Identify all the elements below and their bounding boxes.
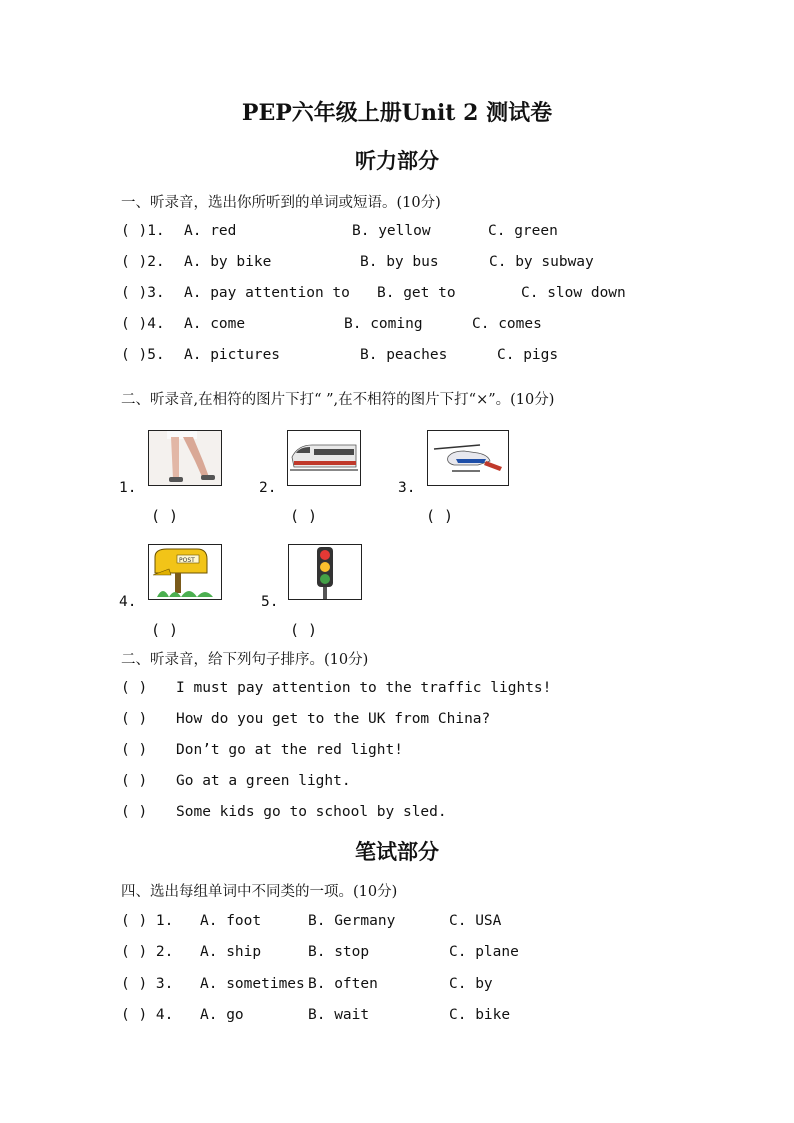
answer-paren[interactable]: ( ) bbox=[290, 621, 318, 639]
sentence-text: Don’t go at the red light! bbox=[176, 742, 403, 758]
option-c: C. by subway bbox=[489, 254, 594, 270]
question-number: ( )2. bbox=[121, 254, 165, 270]
option-a: A. foot bbox=[200, 913, 262, 929]
answer-paren[interactable]: ( ) bbox=[151, 507, 179, 525]
option-b: B. yellow bbox=[352, 223, 431, 239]
mailbox-picture bbox=[148, 544, 222, 600]
option-b: B. stop bbox=[308, 944, 370, 960]
picture-number: 4. bbox=[119, 594, 137, 610]
listening-section-title: 听力部分 bbox=[355, 148, 439, 173]
helicopter-picture bbox=[427, 430, 509, 486]
option-b: B. Germany bbox=[308, 913, 396, 929]
traffic-light-picture bbox=[288, 544, 362, 600]
option-a: A. by bike bbox=[184, 254, 272, 270]
answer-paren[interactable]: ( ) bbox=[151, 621, 179, 639]
train-picture bbox=[287, 430, 361, 486]
walking-legs-icon bbox=[149, 431, 221, 485]
picture-number: 2. bbox=[259, 480, 277, 496]
picture-number: 3. bbox=[398, 480, 416, 496]
option-c: C. pigs bbox=[497, 347, 559, 363]
option-a: A. red bbox=[184, 223, 237, 239]
svg-text:POST: POST bbox=[179, 557, 195, 564]
walking-legs-picture bbox=[148, 430, 222, 486]
question-number: ( )1. bbox=[121, 223, 165, 239]
option-a: A. go bbox=[200, 1007, 244, 1023]
option-b: B. by bus bbox=[360, 254, 439, 270]
helicopter-icon bbox=[428, 431, 508, 485]
option-b: B. coming bbox=[344, 316, 423, 332]
picture-number: 1. bbox=[119, 480, 137, 496]
sec2-heading: 二、听录音,在相符的图片下打“ ”,在不相符的图片下打“×”。(10分) bbox=[121, 392, 555, 408]
option-c: C. by bbox=[449, 976, 493, 992]
sec1-heading: 一、听录音，选出你所听到的单词或短语。(10分) bbox=[121, 195, 441, 211]
post-mailbox-icon bbox=[149, 545, 221, 599]
option-b: B. often bbox=[308, 976, 378, 992]
answer-paren[interactable]: ( ) bbox=[290, 507, 318, 525]
option-c: C. plane bbox=[449, 944, 519, 960]
option-c: C. USA bbox=[449, 913, 502, 929]
sentence-text: Go at a green light. bbox=[176, 773, 351, 789]
answer-paren[interactable]: ( ) bbox=[426, 507, 454, 525]
question-number: ( )3. bbox=[121, 285, 165, 301]
sec4-heading: 四、选出每组单词中不同类的一项。(10分) bbox=[121, 884, 398, 900]
option-b: B. get to bbox=[377, 285, 456, 301]
traffic-light-icon bbox=[289, 545, 361, 599]
option-c: C. green bbox=[488, 223, 558, 239]
answer-paren[interactable]: ( ) bbox=[121, 711, 148, 727]
question-number: ( )5. bbox=[121, 347, 165, 363]
question-number: ( ) 4. bbox=[121, 1007, 174, 1023]
option-a: A. sometimes bbox=[200, 976, 305, 992]
answer-paren[interactable]: ( ) bbox=[121, 773, 148, 789]
question-number: ( ) 2. bbox=[121, 944, 174, 960]
sentence-text: I must pay attention to the traffic lights! bbox=[176, 680, 552, 696]
question-number: ( ) 3. bbox=[121, 976, 174, 992]
option-b: B. wait bbox=[308, 1007, 370, 1023]
train-icon bbox=[288, 431, 360, 485]
answer-paren[interactable]: ( ) bbox=[121, 804, 148, 820]
sec3-heading: 二、听录音，给下列句子排序。(10分) bbox=[121, 652, 369, 668]
option-a: A. come bbox=[184, 316, 246, 332]
option-a: A. ship bbox=[200, 944, 262, 960]
option-a: A. pay attention to bbox=[184, 285, 350, 301]
question-number: ( )4. bbox=[121, 316, 165, 332]
option-c: C. bike bbox=[449, 1007, 511, 1023]
question-number: ( ) 1. bbox=[121, 913, 174, 929]
option-c: C. comes bbox=[472, 316, 542, 332]
writing-section-title: 笔试部分 bbox=[355, 839, 439, 864]
page-title: PEP六年级上册Unit 2 测试卷 bbox=[241, 100, 553, 126]
option-b: B. peaches bbox=[360, 347, 448, 363]
sentence-text: How do you get to the UK from China? bbox=[176, 711, 491, 727]
answer-paren[interactable]: ( ) bbox=[121, 680, 148, 696]
answer-paren[interactable]: ( ) bbox=[121, 742, 148, 758]
sentence-text: Some kids go to school by sled. bbox=[176, 804, 447, 820]
option-c: C. slow down bbox=[521, 285, 626, 301]
option-a: A. pictures bbox=[184, 347, 281, 363]
picture-number: 5. bbox=[261, 594, 279, 610]
